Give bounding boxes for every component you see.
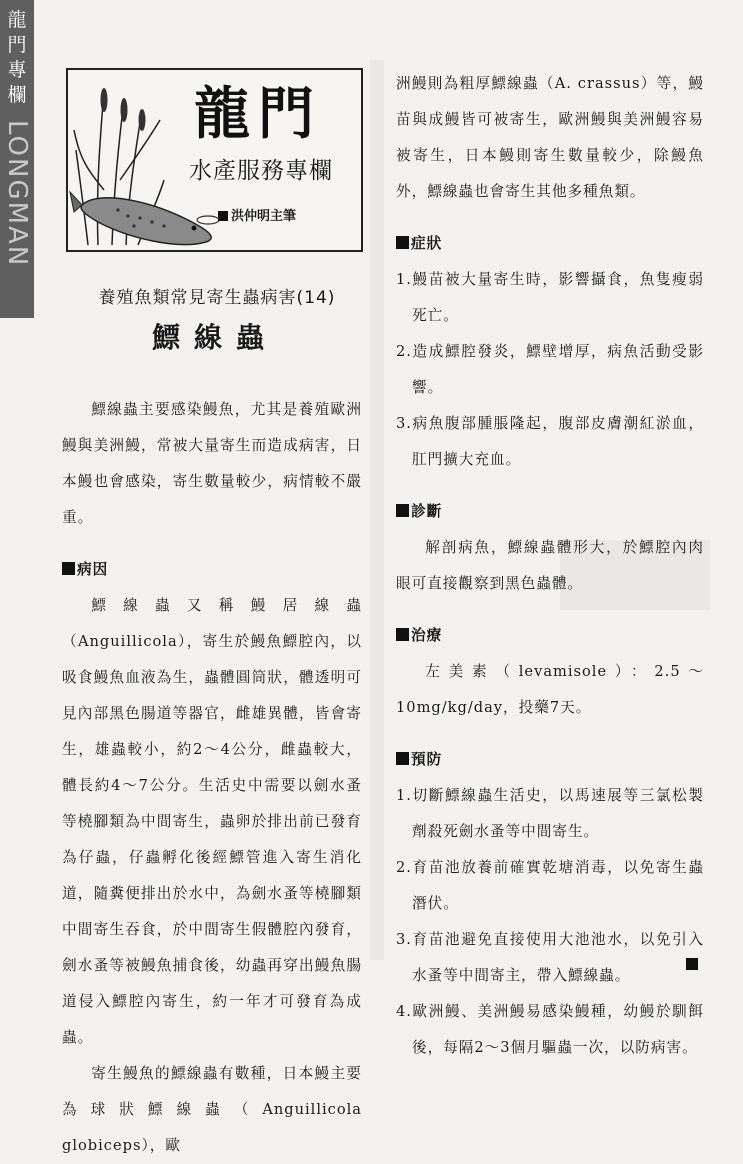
square-bullet-icon [396,504,409,517]
cause-paragraph-2: 寄生鰻魚的鰾線蟲有數種，日本鰻主要為球狀鰾線蟲（Anguillicola globiceps），歐 [62,1065,362,1154]
text-column-left [62,392,362,1164]
bleed-through [370,60,384,960]
column-brand-title: 龍門 [194,82,322,147]
list-item: 4.歐洲鰻、美洲鰻易感染鰻種，幼鰻於馴餌後，每隔2～3個月驅蟲一次，以防病害。 [396,1003,704,1056]
list-item: 2.造成鰾腔發炎，鰾壁增厚，病魚活動受影響。 [396,343,704,396]
square-bullet-icon [218,211,228,221]
side-tab-title: 龍 門 專 欄 [7,9,27,106]
square-bullet-icon [396,752,409,765]
series-title: 養殖魚類常見寄生蟲病害(14) [98,288,336,308]
section-heading-symptoms: 症狀 [396,226,704,262]
section-side-tab [0,0,34,318]
list-item: 3.病魚腹部腫脹隆起，腹部皮膚潮紅淤血，肛門擴大充血。 [396,415,704,468]
section-heading-cause: 病因 [62,552,362,588]
intro-paragraph: 鰾線蟲主要感染鰻魚，尤其是養殖歐洲鰻與美洲鰻，常被大量寄生而造成病害，日本鰻也會感染，寄生數量較少，病情較不嚴重。 [62,401,362,526]
article-title: 鰾線蟲 [151,321,278,354]
section-heading-diagnosis: 診斷 [396,494,704,530]
list-item: 1.切斷鰾線蟲生活史，以馬速展等三氯松製劑殺死劍水蚤等中間寄生。 [396,787,704,840]
list-item: 3.育苗池避免直接使用大池池水，以免引入水蚤等中間寄主，帶入鰾線蟲。 [396,931,704,984]
column-editor: 洪仲明主筆 [218,205,358,224]
column-header-box [66,68,363,252]
square-bullet-icon [396,236,409,249]
side-tab-latin: LONGMAN [2,120,32,268]
section-heading-treatment: 治療 [396,618,704,654]
cause-paragraph-2-continued: 洲鰻則為粗厚鰾線蟲（A. crassus）等，鰻苗與成鰻皆可被寄生，歐洲鰻與美洲鰻容易被寄生，日本鰻則寄生數量較少，除鰻魚外，鰾線蟲也會寄生其他多種魚類。 [396,75,704,200]
diagnosis-paragraph: 解剖病魚，鰾線蟲體形大，於鰾腔內肉眼可直接觀察到黑色蟲體。 [396,539,704,592]
column-subtitle: 水產服務專欄 [189,158,333,184]
treatment-paragraph: 左美素（levamisole）：2.5～10mg/kg/day，投藥7天。 [396,663,704,716]
square-bullet-icon [62,562,75,575]
cause-paragraph: 鰾線蟲又稱鰻居線蟲（Anguillicola），寄生於鰻魚鰾腔內，以吸食鰻魚血液為生，蟲體圓筒狀，體透明可見內部黑色腸道等器官，雌雄異體，皆會寄生，雄蟲較小，約2～4公分，雌蟲較大，體長約4～7公分。生活史中需要以劍水蚤等橈腳類為中間寄生，蟲卵於排出前已發育為仔蟲，仔蟲孵化後經鰾管進入寄生消化道，隨糞便排出於水中，為劍水蚤等橈腳類中間寄生吞食，於中間寄生假體腔內發育，劍水蚤等被鰻魚捕食後，幼蟲再穿出鰻魚腸道侵入鰾腔內寄生，約一年才可發育為成蟲。 [62,597,362,1046]
text-column-right [396,66,704,1066]
article-end-mark [686,958,698,970]
square-bullet-icon [396,628,409,641]
section-heading-prevention: 預防 [396,742,704,778]
list-item: 2.育苗池放養前確實乾塘消毒，以免寄生蟲潛伏。 [396,859,704,912]
list-item: 1.鰻苗被大量寄生時，影響攝食，魚隻瘦弱死亡。 [396,271,704,324]
